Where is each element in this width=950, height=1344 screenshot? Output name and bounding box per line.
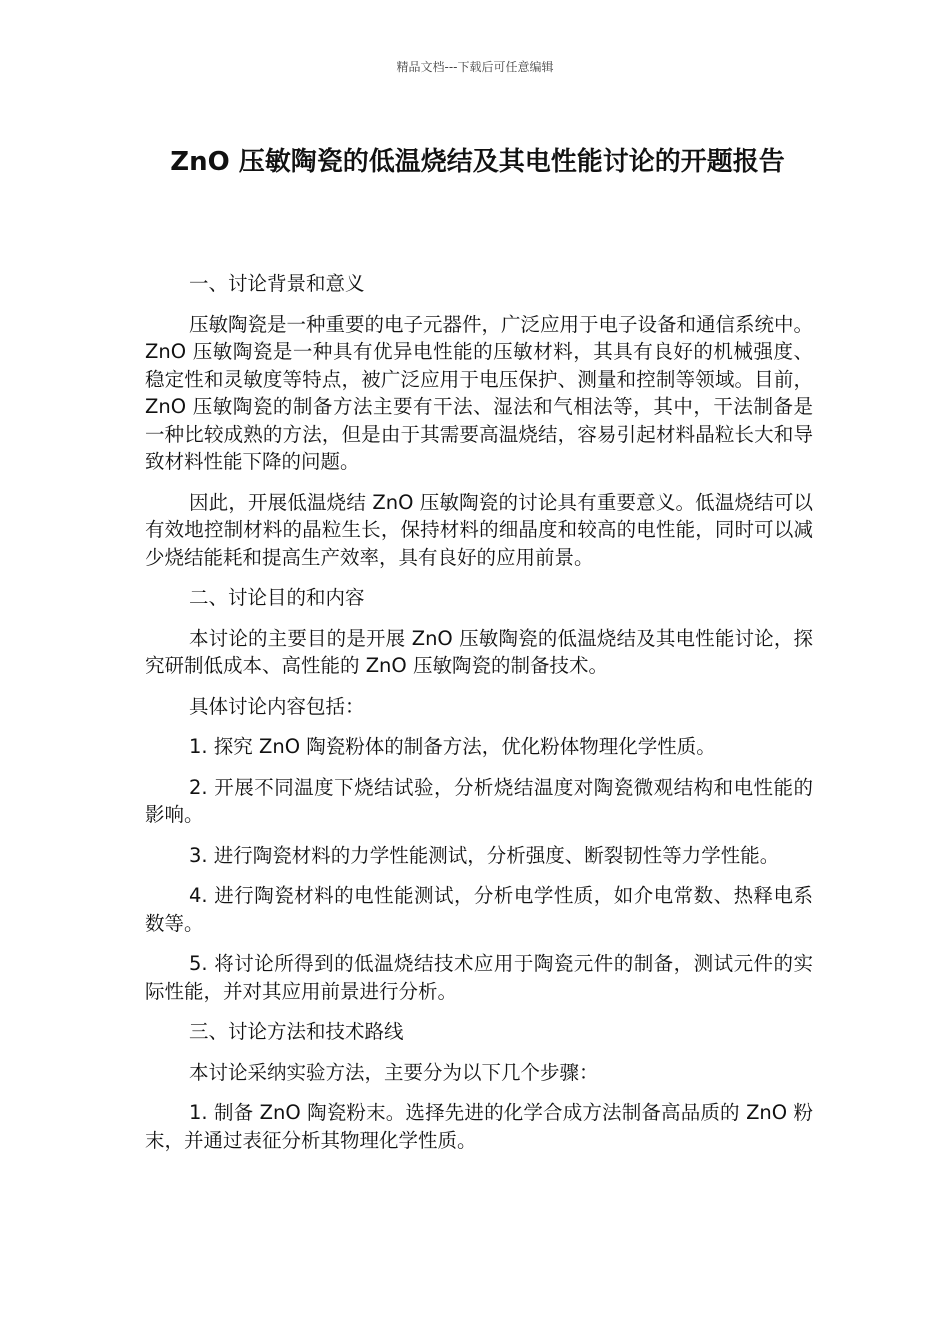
document-body	[145, 270, 813, 1167]
section-heading-methods: 三、讨论方法和技术路线	[189, 1020, 404, 1043]
section-heading-objectives: 二、讨论目的和内容	[189, 586, 365, 609]
paragraph-content-intro: 具体讨论内容包括：	[189, 694, 365, 718]
paragraph-background-2: 因此，开展低温烧结 ZnO 压敏陶瓷的讨论具有重要意义。低温烧结可以有效地控制材料的晶粒生长，保持材料的细晶度和较高的电性能，同时可以减少烧结能耗和提高生产效率，具有良好的应用前景。	[145, 490, 813, 569]
paragraph-objectives: 本讨论的主要目的是开展 ZnO 压敏陶瓷的低温烧结及其电性能讨论，探究研制低成本、高性能的 ZnO 压敏陶瓷的制备技术。	[145, 626, 813, 677]
header-note: 精品文档---下载后可任意编辑	[396, 60, 554, 74]
list-item-content-1: 1. 探究 ZnO 陶瓷粉体的制备方法，优化粉体物理化学性质。	[189, 735, 716, 758]
list-item-content-4: 4. 进行陶瓷材料的电性能测试，分析电学性质，如介电常数、热释电系数等。	[145, 884, 813, 935]
list-item-method-1: 1. 制备 ZnO 陶瓷粉末。选择先进的化学合成方法制备高品质的 ZnO 粉末，并通过表征分析其物理化学性质。	[145, 1101, 813, 1152]
document-title: ZnO 压敏陶瓷的低温烧结及其电性能讨论的开题报告	[170, 147, 785, 177]
list-item-content-3: 3. 进行陶瓷材料的力学性能测试，分析强度、断裂韧性等力学性能。	[189, 843, 780, 867]
paragraph-background-1: 压敏陶瓷是一种重要的电子元器件，广泛应用于电子设备和通信系统中。ZnO 压敏陶瓷是一种具有优异电性能的压敏材料，其具有良好的机械强度、稳定性和灵敏度等特点，被广泛应用于电压保护、测量和控制等领域。目前，ZnO 压敏陶瓷的制备方法主要有干法、湿法和气相法等，其中，干法制备是一种比较成熟的方法，但是由于其需要高温烧结，容易引起材料晶粒长大和导致材料性能下降的问题。	[145, 312, 814, 473]
list-item-content-2: 2. 开展不同温度下烧结试验，分析烧结温度对陶瓷微观结构和电性能的影响。	[145, 775, 813, 826]
section-heading-background: 一、讨论背景和意义	[189, 272, 365, 295]
paragraph-methods-intro: 本讨论采纳实验方法，主要分为以下几个步骤：	[189, 1060, 599, 1084]
list-item-content-5: 5. 将讨论所得到的低温烧结技术应用于陶瓷元件的制备，测试元件的实际性能，并对其应用前景进行分析。	[145, 952, 813, 1003]
